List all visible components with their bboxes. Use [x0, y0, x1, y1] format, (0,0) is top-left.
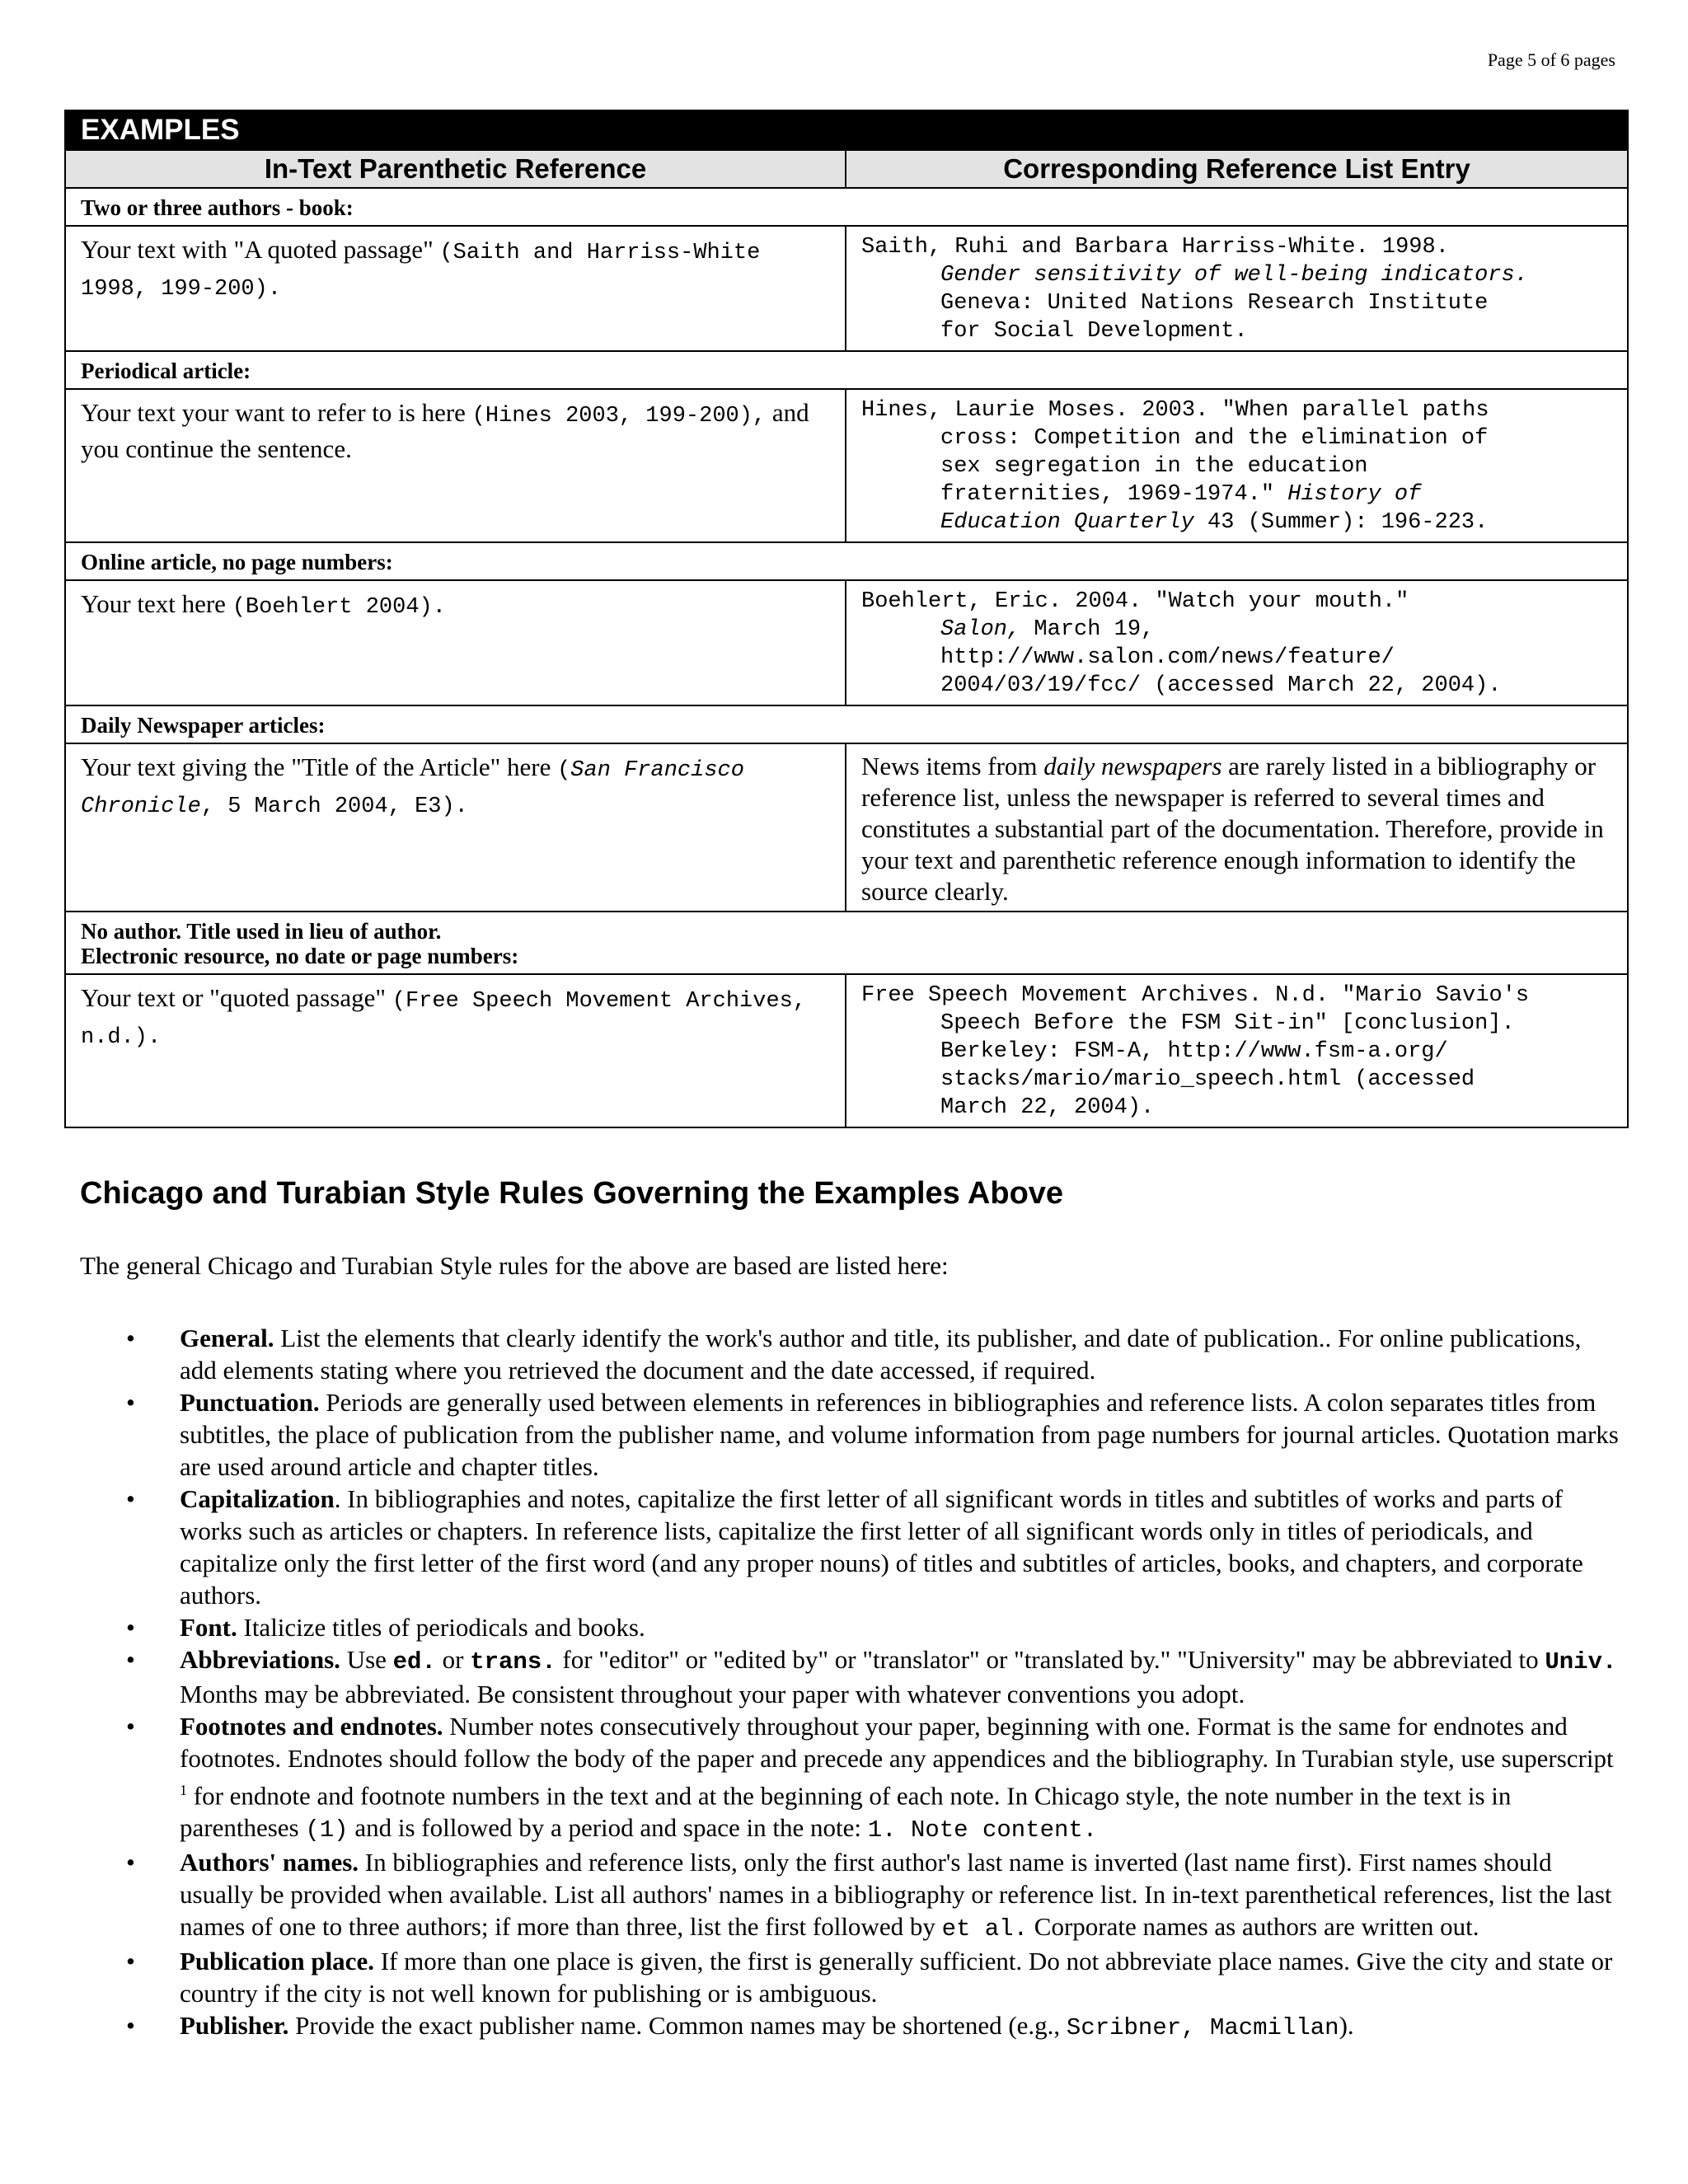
rule-publication-place: • Publication place. If more than one place is given, the first is generally sufficient. Do not abbreviate place names. Give the city and state or country if the city is not well known for publishing or is ambiguous.	[126, 1947, 1613, 2008]
category-label: No author. Title used in lieu of author. Electronic resource, no date or page numbers:	[65, 912, 1628, 974]
newspaper-note: News items from daily newspapers are rarely listed in a bibliography or reference list, unless the newspaper is referred to several times and constitutes a substantial part of the documentation. Therefore, provide in your text and parenthetic reference enough information to identify the source clearly.	[846, 743, 1628, 912]
intext-reference: Your text or "quoted passage" (Free Speech Movement Archives, n.d.).	[65, 974, 846, 1127]
intext-citation: (San Francisco Chronicle, 5 March 2004, E3).	[81, 758, 744, 819]
rules-heading: Chicago and Turabian Style Rules Governing the Examples Above	[80, 1176, 1064, 1211]
category-label: Periodical article:	[65, 351, 1628, 389]
reference-entry: Hines, Laurie Moses. 2003. "When parallel paths cross: Competition and the elimination of sex segregation in the education fraternities, 1969-1974." History of Education Quarterly 43 (Summer): 196-223.	[846, 389, 1628, 542]
reference-entry: Saith, Ruhi and Barbara Harriss-White. 1998. Gender sensitivity of well-being indicators. Geneva: United Nations Research Institute for Social Development.	[846, 226, 1628, 351]
intext-reference: Your text with "A quoted passage" (Saith and Harriss-White 1998, 199-200).	[65, 226, 846, 351]
reference-entry: Boehlert, Eric. 2004. "Watch your mouth." Salon, March 19, http://www.salon.com/news/feature/ 2004/03/19/fcc/ (accessed March 22, 2004).	[846, 580, 1628, 705]
rule-authors: • Authors' names. In bibliographies and reference lists, only the first author's last name is inverted (last name first). First names should usually be provided when available. List all authors' names in a bibliography or reference list. In in-text parenthetical references, list the last names of one to three authors; if more than three, list the first followed by et al. Corporate names as authors are written out.	[126, 1848, 1612, 1943]
examples-table	[64, 110, 1629, 1128]
table-title: EXAMPLES	[65, 110, 1628, 150]
rule-publisher: • Publisher. Provide the exact publisher name. Common names may be shortened (e.g., Scribner, Macmillan).	[126, 2011, 1354, 2042]
intext-reference: Your text your want to refer to is here (Hines 2003, 199-200), and you continue the sentence.	[65, 389, 846, 542]
rule-footnotes: • Footnotes and endnotes. Number notes consecutively throughout your paper, beginning with one. Format is the same for endnotes and footnotes. Endnotes should follow the body of the paper and precede any appendices and the bibliography. In Turabian style, use superscript $^1$ for endnote and footnote numbers in the text and at the beginning of each note. In Chicago style, the note number in the text is in parentheses (1) and is followed by a period and space in the note: 1. Note content.	[126, 1712, 1614, 1844]
intext-reference: Your text here (Boehlert 2004).	[65, 580, 846, 705]
intext-reference: Your text giving the "Title of the Article" here (San Francisco Chronicle, 5 March 2004, E3).	[65, 743, 846, 912]
intext-citation: (Boehlert 2004).	[232, 595, 446, 620]
intext-citation: (Saith and Harriss-White 1998, 199-200).	[81, 241, 761, 302]
category-label: Two or three authors - book:	[65, 188, 1628, 226]
reference-entry: Free Speech Movement Archives. N.d. "Mario Savio's Speech Before the FSM Sit-in" [conclusion]. Berkeley: FSM-A, http://www.fsm-a.org/ stacks/mario/mario_speech.html (accessed March 22, 2004).	[846, 974, 1628, 1127]
intext-citation: (Free Speech Movement Archives, n.d.).	[81, 989, 807, 1050]
rule-general: • General. List the elements that clearly identify the work's author and title, its publisher, and date of publication.. For online publications, add elements stating where you retrieved the document and the date accessed, if required.	[126, 1324, 1582, 1385]
column-header-intext: In-Text Parenthetic Reference	[65, 150, 846, 188]
rule-capitalization: • Capitalization. In bibliographies and notes, capitalize the first letter of all significant words in titles and subtitles of works and parts of works such as articles or chapters. In reference lists, capitalize the first letter of all significant words only in titles of periodicals, and capitalize only the first letter of the first word (and any proper nouns) of titles and subtitles of articles, books, and chapters, and corporate authors.	[126, 1484, 1583, 1610]
rule-font: • Font. Italicize titles of periodicals and books.	[126, 1613, 645, 1642]
rules-intro: The general Chicago and Turabian Style rules for the above are based are listed here:	[80, 1251, 949, 1280]
rule-punctuation: • Punctuation. Periods are generally used between elements in references in bibliographies and reference lists. A colon separates titles from subtitles, the place of publication from the publisher name, and volume information from page numbers for journal articles. Quotation marks are used around article and chapter titles.	[126, 1388, 1619, 1481]
column-header-entry: Corresponding Reference List Entry	[846, 150, 1628, 188]
intext-citation: (Hines 2003, 199-200),	[471, 404, 767, 429]
rule-abbreviations: • Abbreviations. Use ed. or trans. for "editor" or "edited by" or "translator" or "translated by." "University" may be abbreviated to Univ. Months may be abbreviated. Be consistent throughout your paper with whatever conventions you adopt.	[126, 1645, 1617, 1708]
category-label: Daily Newspaper articles:	[65, 705, 1628, 743]
page-number: Page 5 of 6 pages	[1487, 49, 1615, 70]
category-label: Online article, no page numbers:	[65, 542, 1628, 580]
rules-list	[80, 1322, 1621, 2044]
